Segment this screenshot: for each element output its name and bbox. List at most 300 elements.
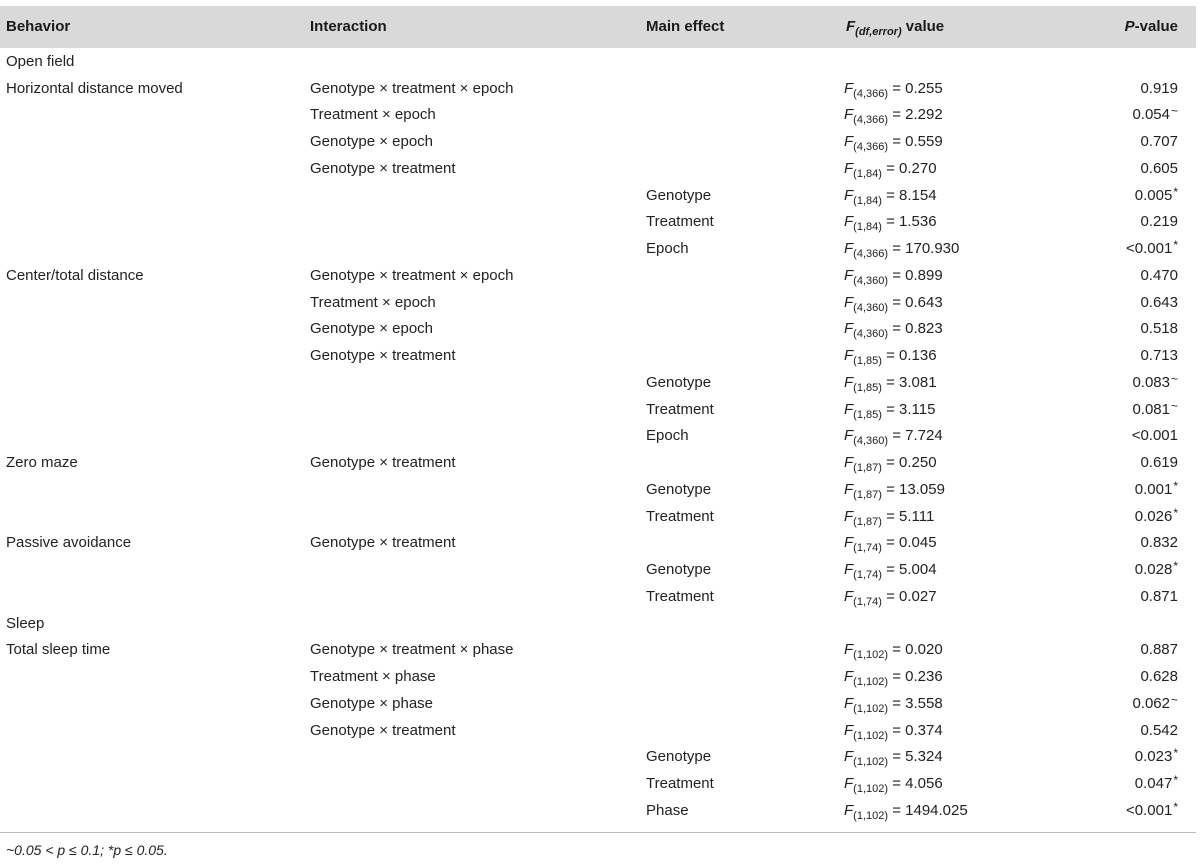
f-df-subscript: (1,85) — [853, 408, 882, 421]
cell-main-effect: Epoch — [646, 240, 689, 258]
cell-behavior — [0, 369, 304, 396]
f-statistic: 0.045 — [899, 534, 937, 552]
cell-p-value — [1052, 583, 1196, 610]
cell-f-value — [836, 637, 1052, 664]
table-row — [0, 690, 1196, 717]
header-p-value — [1052, 6, 1196, 48]
cell-f-value — [836, 235, 1052, 262]
f-equals: = — [881, 213, 900, 231]
cell-f-value — [836, 744, 1052, 771]
cell-p-value — [1052, 556, 1196, 583]
cell-p-value — [1052, 637, 1196, 664]
f-letter: F — [844, 721, 854, 739]
f-df-subscript: (1,102) — [853, 783, 889, 796]
table-row — [0, 342, 1196, 369]
f-df-subscript: (1,87) — [853, 515, 882, 528]
f-letter: F — [844, 293, 854, 311]
cell-behavior — [0, 209, 304, 236]
table-footnote: ~0.05 < p ≤ 0.1; *p ≤ 0.05. — [6, 842, 168, 858]
cell-f-value — [836, 423, 1052, 450]
significance-mark: * — [1173, 478, 1178, 493]
cell-behavior: Sleep — [6, 614, 45, 632]
cell-p-value — [1052, 744, 1196, 771]
table-row — [0, 75, 1196, 102]
f-equals: = — [888, 320, 906, 338]
p-number: 0.628 — [1140, 668, 1178, 686]
cell-main-effect — [640, 48, 836, 75]
table-row — [0, 503, 1196, 530]
anova-results-table — [0, 6, 1196, 824]
cell-main-effect: Treatment — [646, 507, 714, 525]
f-df-subscript: (4,360) — [853, 435, 889, 448]
f-df-subscript: (1,102) — [853, 729, 889, 742]
table-row — [0, 128, 1196, 155]
f-statistic: 0.559 — [905, 133, 943, 151]
f-df-subscript: (1,87) — [853, 488, 882, 501]
f-df-subscript: (1,102) — [853, 649, 889, 662]
cell-behavior — [0, 342, 304, 369]
cell-main-effect — [640, 637, 836, 664]
p-number: 0.047 — [1134, 775, 1173, 793]
table-header — [0, 6, 1196, 48]
table-row — [0, 102, 1196, 129]
cell-behavior — [0, 583, 304, 610]
table-row — [0, 262, 1196, 289]
f-statistic: 0.255 — [905, 79, 943, 97]
table-row — [0, 155, 1196, 182]
f-equals: = — [888, 694, 906, 712]
table-row — [0, 530, 1196, 557]
f-equals: = — [881, 561, 900, 579]
cell-f-value — [836, 102, 1052, 129]
p-number: 0.832 — [1140, 534, 1178, 552]
f-df-subscript: (4,366) — [853, 141, 889, 154]
f-letter: F — [844, 373, 854, 391]
f-statistic: 3.115 — [899, 400, 936, 418]
cell-f-value — [836, 75, 1052, 102]
cell-interaction — [304, 610, 640, 637]
cell-f-value — [836, 262, 1052, 289]
significance-mark: ~ — [1170, 371, 1178, 386]
cell-behavior — [0, 690, 304, 717]
f-equals: = — [881, 159, 900, 177]
table-row — [0, 48, 1196, 75]
f-letter: F — [844, 561, 854, 579]
cell-behavior — [0, 316, 304, 343]
f-statistic: 1494.025 — [905, 801, 968, 819]
cell-main-effect: Genotype — [646, 480, 712, 498]
cell-interaction — [304, 556, 640, 583]
f-statistic: 5.004 — [899, 561, 937, 579]
cell-behavior — [0, 102, 304, 129]
p-number: 0.887 — [1140, 641, 1178, 659]
cell-main-effect — [640, 717, 836, 744]
f-equals: = — [888, 641, 906, 659]
cell-behavior: Total sleep time — [6, 641, 111, 659]
f-letter: F — [844, 641, 854, 659]
f-letter: F — [844, 347, 854, 365]
cell-behavior — [0, 556, 304, 583]
cell-p-value — [1052, 690, 1196, 717]
significance-mark: * — [1173, 505, 1178, 520]
cell-f-value — [836, 797, 1052, 824]
cell-p-value — [1052, 503, 1196, 530]
f-statistic: 0.250 — [899, 454, 937, 472]
p-number: 0.083 — [1132, 373, 1170, 391]
cell-p-value — [1052, 610, 1196, 637]
header-f-subscript: (df,error) — [855, 26, 902, 38]
cell-main-effect — [640, 316, 836, 343]
f-equals: = — [888, 721, 906, 739]
cell-main-effect — [640, 155, 836, 182]
table-row — [0, 449, 1196, 476]
f-statistic: 8.154 — [899, 186, 937, 204]
cell-main-effect — [640, 102, 836, 129]
significance-mark: * — [1173, 799, 1178, 814]
p-number: 0.219 — [1140, 213, 1178, 231]
f-statistic: 3.081 — [899, 373, 937, 391]
cell-p-value — [1052, 797, 1196, 824]
cell-behavior: Zero maze — [6, 454, 78, 472]
cell-main-effect — [640, 663, 836, 690]
cell-interaction: Genotype × treatment — [310, 721, 456, 739]
cell-main-effect: Genotype — [646, 186, 712, 204]
f-df-subscript: (1,102) — [853, 676, 889, 689]
cell-interaction — [304, 396, 640, 423]
cell-f-value — [836, 556, 1052, 583]
cell-f-value — [836, 289, 1052, 316]
cell-main-effect — [640, 690, 836, 717]
header-p-suffix: -value — [1134, 18, 1178, 35]
p-number: 0.713 — [1140, 347, 1178, 365]
f-statistic: 5.324 — [905, 748, 943, 766]
f-statistic: 13.059 — [899, 480, 945, 498]
cell-p-value — [1052, 182, 1196, 209]
cell-main-effect: Treatment — [646, 213, 714, 231]
cell-p-value — [1052, 663, 1196, 690]
cell-f-value — [836, 530, 1052, 557]
p-number: 0.028 — [1134, 561, 1173, 579]
cell-main-effect: Phase — [646, 801, 689, 819]
cell-interaction: Genotype × treatment — [310, 347, 456, 365]
f-statistic: 0.643 — [905, 293, 943, 311]
f-statistic: 170.930 — [905, 240, 960, 258]
significance-mark: * — [1173, 238, 1178, 253]
cell-f-value — [836, 717, 1052, 744]
f-letter: F — [844, 694, 854, 712]
f-statistic: 0.236 — [905, 668, 943, 686]
cell-interaction: Genotype × treatment — [310, 159, 456, 177]
p-number: 0.619 — [1140, 454, 1178, 472]
table-row — [0, 663, 1196, 690]
cell-main-effect — [640, 449, 836, 476]
cell-interaction: Genotype × epoch — [310, 133, 434, 151]
table-row — [0, 797, 1196, 824]
f-equals: = — [881, 186, 900, 204]
cell-interaction: Genotype × phase — [310, 694, 434, 712]
cell-behavior — [0, 503, 304, 530]
f-letter: F — [844, 400, 854, 418]
table-row — [0, 770, 1196, 797]
f-equals: = — [881, 480, 900, 498]
cell-main-effect — [640, 530, 836, 557]
cell-behavior — [0, 423, 304, 450]
cell-main-effect — [640, 610, 836, 637]
significance-mark: * — [1173, 746, 1178, 761]
p-number: 0.001 — [1140, 427, 1178, 445]
f-letter: F — [844, 587, 854, 605]
cell-interaction — [304, 503, 640, 530]
cell-behavior: Open field — [6, 52, 75, 70]
f-statistic: 0.374 — [905, 721, 943, 739]
f-statistic: 0.020 — [905, 641, 943, 659]
cell-interaction: Genotype × treatment — [310, 534, 456, 552]
cell-interaction — [304, 182, 640, 209]
cell-p-value — [1052, 342, 1196, 369]
f-equals: = — [881, 400, 900, 418]
table-row — [0, 182, 1196, 209]
f-letter: F — [844, 186, 854, 204]
p-number: 0.518 — [1140, 320, 1178, 338]
p-number: 0.542 — [1140, 721, 1178, 739]
p-number: 0.001 — [1134, 480, 1173, 498]
footer-divider — [0, 832, 1196, 833]
f-df-subscript: (1,84) — [853, 167, 882, 180]
cell-p-value — [1052, 235, 1196, 262]
f-statistic: 2.292 — [905, 106, 943, 124]
f-df-subscript: (1,102) — [853, 756, 889, 769]
cell-interaction — [304, 369, 640, 396]
table-row — [0, 583, 1196, 610]
f-equals: = — [888, 293, 906, 311]
f-equals: = — [881, 507, 900, 525]
f-letter: F — [844, 480, 854, 498]
cell-behavior — [0, 128, 304, 155]
cell-behavior: Center/total distance — [6, 266, 144, 284]
table-row — [0, 289, 1196, 316]
f-df-subscript: (1,85) — [853, 381, 882, 394]
cell-f-value — [836, 476, 1052, 503]
cell-f-value — [836, 209, 1052, 236]
table-row — [0, 717, 1196, 744]
cell-main-effect — [640, 128, 836, 155]
cell-p-value — [1052, 476, 1196, 503]
cell-p-value — [1052, 717, 1196, 744]
cell-p-value — [1052, 75, 1196, 102]
f-letter: F — [844, 454, 854, 472]
table-row — [0, 396, 1196, 423]
cell-interaction: Genotype × epoch — [310, 320, 434, 338]
significance-mark: * — [1173, 559, 1178, 574]
f-letter: F — [844, 79, 854, 97]
f-letter: F — [844, 534, 854, 552]
f-statistic: 0.270 — [899, 159, 937, 177]
f-equals: = — [888, 133, 906, 151]
cell-p-value — [1052, 369, 1196, 396]
cell-f-value — [836, 128, 1052, 155]
p-number: 0.054 — [1132, 106, 1170, 124]
f-df-subscript: (1,74) — [853, 542, 882, 555]
cell-behavior — [0, 663, 304, 690]
f-df-subscript: (4,360) — [853, 301, 889, 314]
f-df-subscript: (1,84) — [853, 194, 882, 207]
cell-main-effect: Treatment — [646, 775, 714, 793]
f-equals: = — [881, 347, 900, 365]
cell-f-value — [836, 396, 1052, 423]
cell-behavior — [0, 155, 304, 182]
p-number: 0.062 — [1132, 694, 1170, 712]
cell-main-effect — [640, 342, 836, 369]
f-statistic: 5.111 — [899, 507, 935, 525]
f-letter: F — [844, 427, 854, 445]
cell-main-effect: Treatment — [646, 587, 714, 605]
cell-behavior — [0, 289, 304, 316]
significance-mark: * — [1173, 184, 1178, 199]
cell-main-effect — [640, 289, 836, 316]
cell-main-effect — [640, 75, 836, 102]
cell-behavior — [0, 235, 304, 262]
cell-p-value — [1052, 209, 1196, 236]
cell-interaction — [304, 48, 640, 75]
p-number: 0.643 — [1140, 293, 1178, 311]
table-row — [0, 556, 1196, 583]
cell-behavior — [0, 476, 304, 503]
f-letter: F — [844, 507, 854, 525]
cell-p-value — [1052, 155, 1196, 182]
cell-behavior — [0, 182, 304, 209]
f-equals: = — [888, 427, 906, 445]
table-row — [0, 369, 1196, 396]
cell-interaction: Treatment × epoch — [310, 293, 436, 311]
cell-f-value — [836, 342, 1052, 369]
p-number: 0.026 — [1134, 507, 1173, 525]
cell-f-value — [836, 503, 1052, 530]
p-number: 0.871 — [1140, 587, 1178, 605]
significance-mark: ~ — [1170, 104, 1178, 119]
f-df-subscript: (1,74) — [853, 569, 882, 582]
cell-f-value — [836, 690, 1052, 717]
cell-f-value — [836, 182, 1052, 209]
f-equals: = — [888, 775, 906, 793]
table-row — [0, 610, 1196, 637]
header-f-value — [836, 6, 1052, 48]
f-letter: F — [844, 213, 854, 231]
f-df-subscript: (4,360) — [853, 328, 889, 341]
cell-behavior — [0, 797, 304, 824]
cell-p-value — [1052, 102, 1196, 129]
table-row — [0, 744, 1196, 771]
cell-behavior — [0, 770, 304, 797]
cell-f-value — [836, 663, 1052, 690]
f-letter: F — [844, 133, 854, 151]
header-interaction: Interaction — [310, 18, 387, 35]
cell-interaction: Genotype × treatment × phase — [310, 641, 514, 659]
f-letter: F — [844, 668, 854, 686]
cell-interaction — [304, 797, 640, 824]
f-letter: F — [844, 266, 854, 284]
cell-interaction: Genotype × treatment × epoch — [310, 266, 514, 284]
cell-interaction: Genotype × treatment × epoch — [310, 79, 514, 97]
f-df-subscript: (1,74) — [853, 595, 882, 608]
table-body — [0, 48, 1196, 824]
f-equals: = — [888, 668, 906, 686]
cell-interaction — [304, 423, 640, 450]
cell-interaction: Treatment × phase — [310, 668, 436, 686]
cell-p-value — [1052, 262, 1196, 289]
table-row — [0, 423, 1196, 450]
cell-main-effect: Treatment — [646, 400, 714, 418]
p-number: 0.001 — [1134, 240, 1173, 258]
cell-p-value — [1052, 128, 1196, 155]
cell-behavior: Horizontal distance moved — [6, 79, 183, 97]
p-comparator: < — [1131, 427, 1141, 445]
cell-f-value — [836, 316, 1052, 343]
f-statistic: 1.536 — [899, 213, 937, 231]
f-equals: = — [888, 240, 906, 258]
f-equals: = — [881, 454, 900, 472]
cell-interaction: Treatment × epoch — [310, 106, 436, 124]
cell-main-effect: Epoch — [646, 427, 689, 445]
p-number: 0.919 — [1140, 79, 1178, 97]
f-df-subscript: (4,360) — [853, 274, 889, 287]
p-number: 0.707 — [1140, 133, 1178, 151]
cell-interaction: Genotype × treatment — [310, 454, 456, 472]
cell-f-value — [836, 48, 1052, 75]
significance-mark: ~ — [1170, 398, 1178, 413]
cell-interaction — [304, 476, 640, 503]
f-statistic: 0.136 — [899, 347, 937, 365]
f-statistic: 3.558 — [905, 694, 943, 712]
f-equals: = — [881, 373, 900, 391]
cell-interaction — [304, 235, 640, 262]
header-row — [0, 6, 1196, 48]
cell-f-value — [836, 770, 1052, 797]
cell-p-value — [1052, 449, 1196, 476]
f-statistic: 0.823 — [905, 320, 943, 338]
f-statistic: 0.899 — [905, 266, 943, 284]
p-number: 0.605 — [1140, 159, 1178, 177]
header-main-effect: Main effect — [646, 18, 725, 35]
cell-p-value — [1052, 396, 1196, 423]
table-row — [0, 209, 1196, 236]
f-letter: F — [844, 240, 854, 258]
f-equals: = — [888, 79, 906, 97]
cell-p-value — [1052, 48, 1196, 75]
f-df-subscript: (1,84) — [853, 221, 882, 234]
f-df-subscript: (4,366) — [853, 248, 889, 261]
p-number: 0.005 — [1134, 186, 1173, 204]
f-letter: F — [844, 801, 854, 819]
f-letter: F — [844, 748, 854, 766]
f-equals: = — [881, 534, 900, 552]
cell-f-value — [836, 369, 1052, 396]
f-df-subscript: (4,366) — [853, 87, 889, 100]
cell-p-value — [1052, 770, 1196, 797]
header-behavior: Behavior — [6, 18, 71, 35]
f-letter: F — [844, 320, 854, 338]
f-letter: F — [844, 106, 854, 124]
cell-f-value — [836, 449, 1052, 476]
cell-main-effect: Genotype — [646, 373, 712, 391]
table-row — [0, 476, 1196, 503]
f-df-subscript: (1,85) — [853, 355, 882, 368]
table-row — [0, 637, 1196, 664]
cell-f-value — [836, 155, 1052, 182]
p-number: 0.023 — [1134, 748, 1173, 766]
p-comparator: < — [1126, 240, 1135, 258]
cell-p-value — [1052, 289, 1196, 316]
cell-main-effect: Genotype — [646, 748, 712, 766]
